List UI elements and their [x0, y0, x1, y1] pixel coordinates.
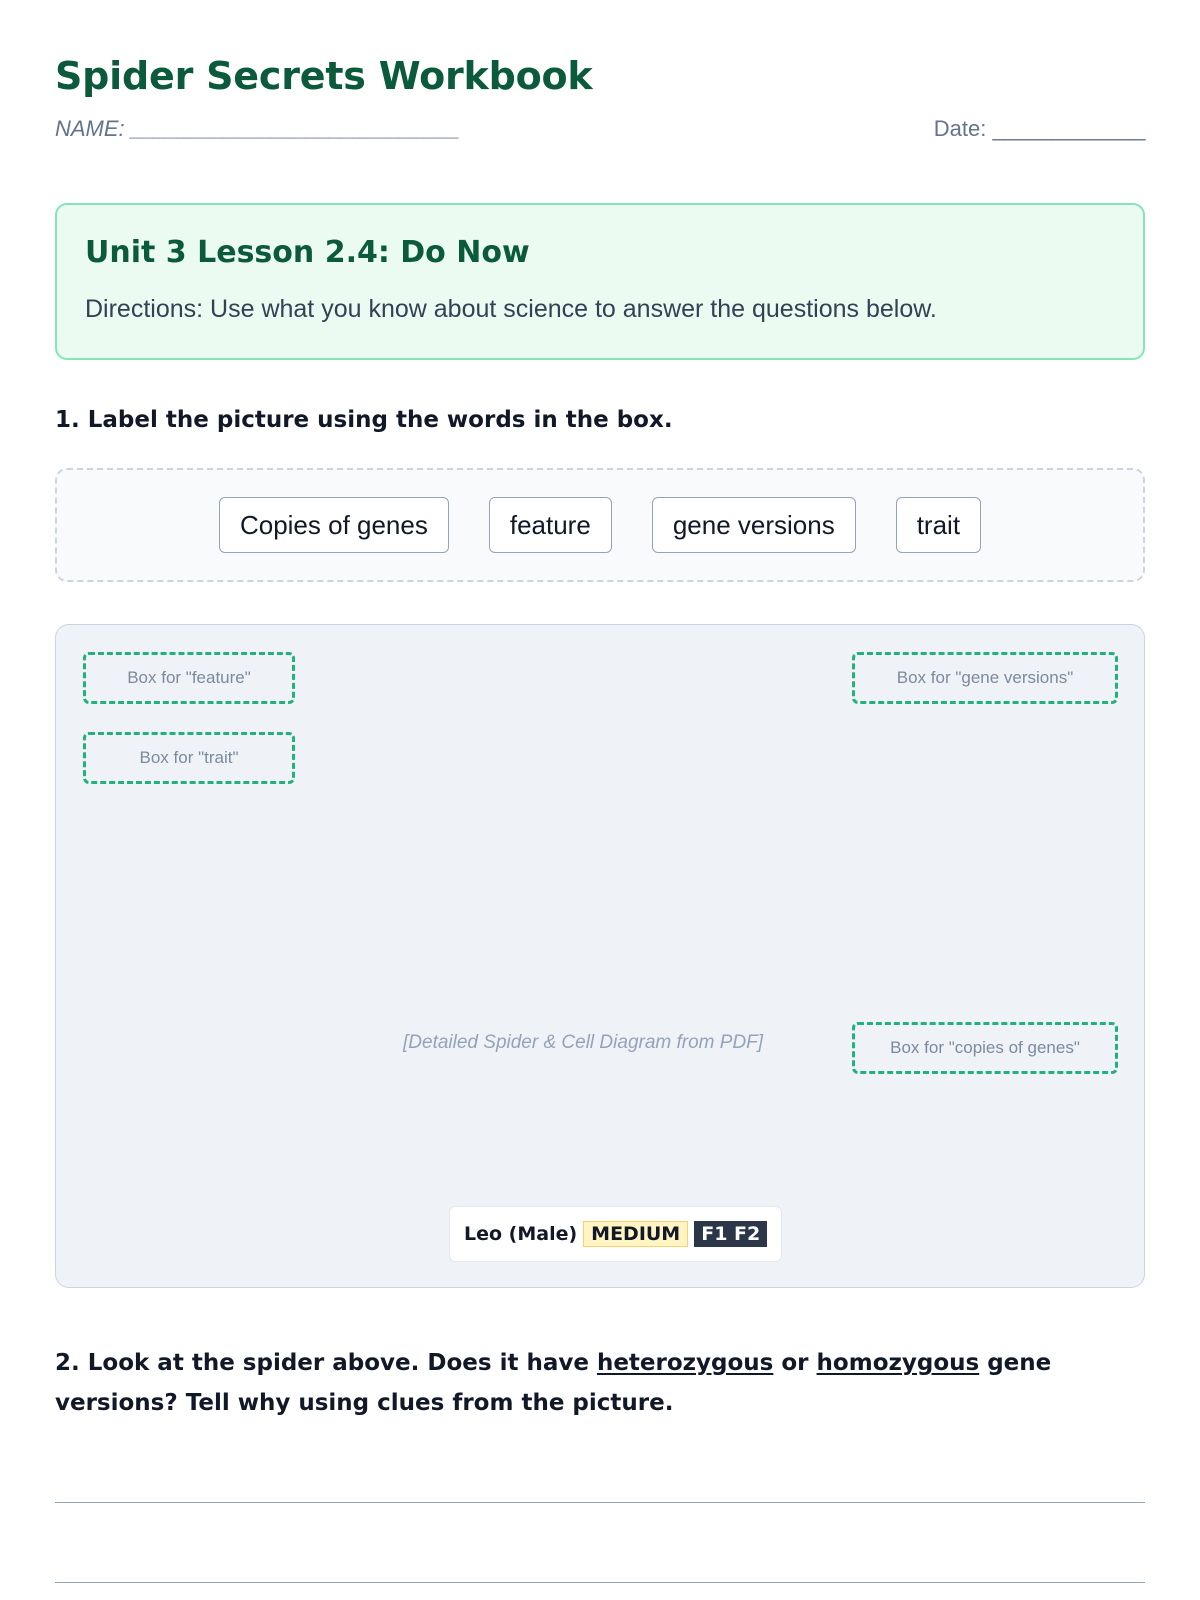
term-heterozygous: heterozygous	[596, 1350, 774, 1376]
question-2-part2: or	[773, 1350, 817, 1376]
lesson-title: Unit 3 Lesson 2.4: Do Now	[85, 235, 530, 270]
date-blank[interactable]: _____________	[992, 116, 1145, 141]
word-chip-gene-versions[interactable]: gene versions	[652, 497, 856, 553]
lesson-callout	[55, 203, 1145, 360]
size-badge: MEDIUM	[583, 1221, 688, 1247]
drop-box-trait[interactable]: Box for "trait"	[83, 732, 295, 784]
drop-box-feature[interactable]: Box for "feature"	[83, 652, 295, 704]
word-chip-feature[interactable]: feature	[489, 497, 612, 553]
spider-tag	[449, 1206, 782, 1262]
spider-diagram	[55, 624, 1145, 1288]
question-2	[55, 1343, 1145, 1423]
name-blank[interactable]: ____________________________	[130, 116, 460, 141]
diagram-placeholder: [Detailed Spider & Cell Diagram from PDF]	[403, 1032, 764, 1053]
spider-name: Leo (Male)	[464, 1223, 578, 1245]
drop-box-copies-of-genes[interactable]: Box for "copies of genes"	[852, 1022, 1118, 1074]
student-info-row	[55, 116, 1145, 144]
answer-line[interactable]	[55, 1582, 1145, 1583]
allele-badge: F1 F2	[694, 1221, 767, 1247]
word-chip-copies-of-genes[interactable]: Copies of genes	[219, 497, 449, 553]
word-chip-trait[interactable]: trait	[896, 497, 981, 553]
lesson-directions: Directions: Use what you know about science to answer the questions below.	[85, 295, 937, 323]
question-2-part1: 2. Look at the spider above. Does it have	[55, 1350, 597, 1376]
question-2-part3: gene versions? Tell why using clues from the picture.	[55, 1350, 1052, 1416]
name-label: NAME:	[55, 116, 125, 141]
answer-line[interactable]	[55, 1502, 1145, 1503]
term-homozygous: homozygous	[816, 1350, 980, 1376]
word-bank	[55, 468, 1145, 582]
drop-box-gene-versions[interactable]: Box for "gene versions"	[852, 652, 1118, 704]
question-1: 1. Label the picture using the words in the box.	[55, 407, 673, 433]
date-label: Date:	[933, 116, 987, 141]
name-field[interactable]	[55, 116, 459, 142]
page-title: Spider Secrets Workbook	[55, 54, 593, 98]
date-field[interactable]	[934, 116, 1145, 142]
